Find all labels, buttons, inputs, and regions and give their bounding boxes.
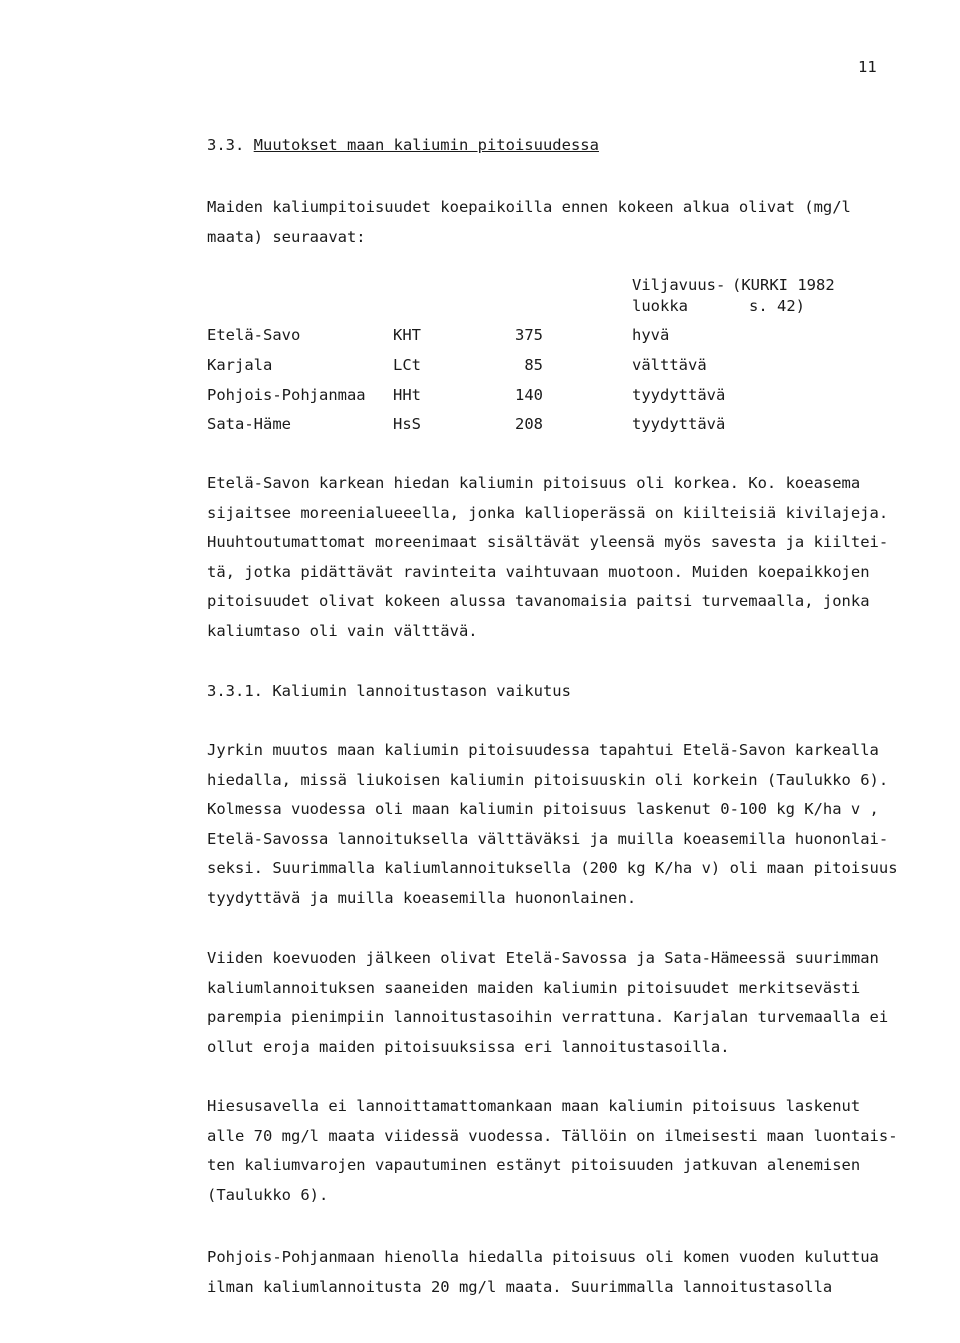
text-line: Hiesusavella ei lannoittamattomankaan maan kaliumin pitoisuus laskenut — [207, 1097, 861, 1115]
row-soil: HHt — [393, 386, 421, 404]
text-line: pitoisuudet olivat kokeen alussa tavanomaisia paitsi turvemaalla, jonka — [207, 592, 870, 611]
text-line: Kolmessa vuodessa oli maan kaliumin pitoisuus laskenut 0-100 kg K/ha v , — [207, 800, 879, 819]
row-region: Etelä-Savo — [207, 326, 301, 344]
intro-line: Maiden kaliumpitoisuudet koepaikoilla ennen kokeen alkua olivat (mg/l — [207, 198, 851, 216]
paragraph-2 — [207, 740, 927, 918]
text-line: ilman kaliumlannoitusta 20 mg/l maata. Suurimmalla lannoitustasolla — [207, 1277, 833, 1296]
row-class: tyydyttävä — [632, 415, 726, 433]
paragraph-3 — [207, 948, 927, 1066]
text-line: kaliumtaso oli vain välttävä. — [207, 621, 478, 640]
row-class: tyydyttävä — [632, 386, 726, 404]
text-line: tä, jotka pidättävät ravinteita vaihtuvaan muotoon. Muiden koepaikkojen — [207, 562, 870, 581]
text-line: tyydyttävä ja muilla koeasemilla huononlainen. — [207, 888, 637, 907]
table-header-fertility-class: Viljavuus- — [632, 276, 726, 294]
text-line: ten kaliumvarojen vapautuminen estänyt pitoisuuden jatkuvan alenemisen — [207, 1156, 861, 1175]
text-line: kaliumlannoituksen saaneiden maiden kaliumin pitoisuudet merkitsevästi — [207, 978, 861, 997]
row-value: 375 — [515, 326, 543, 344]
section-heading — [207, 135, 599, 155]
text-line: Viiden koevuoden jälkeen olivat Etelä-Savossa ja Sata-Hämeessä suurimman — [207, 949, 879, 967]
row-class: hyvä — [632, 326, 670, 344]
row-region: Karjala — [207, 356, 273, 374]
page-number: 11 — [858, 58, 877, 76]
subsection-number: 3.3.1. — [207, 682, 263, 700]
paragraph-5 — [207, 1247, 927, 1306]
text-line: sijaitsee moreenialueeella, jonka kallioperässä on kiilteisiä kivilajeja. — [207, 503, 889, 522]
text-line: Etelä-Savon karkean hiedan kaliumin pitoisuus oli korkea. Ko. koeasema — [207, 474, 861, 492]
text-line: hiedalla, missä liukoisen kaliumin pitoisuuskin oli korkein (Taulukko 6). — [207, 770, 889, 789]
row-class: välttävä — [632, 356, 707, 374]
text-line: ollut eroja maiden pitoisuuksissa eri lannoitustasoilla. — [207, 1037, 730, 1056]
paragraph-1 — [207, 473, 927, 651]
text-line: Huuhtoutumattomat moreenimaat sisältävät yleensä myös savesta ja kiiltei- — [207, 533, 889, 552]
row-value: 208 — [515, 415, 543, 433]
text-line: (Taulukko 6). — [207, 1185, 329, 1204]
section-title: Muutokset maan kaliumin pitoisuudessa — [253, 136, 599, 154]
table-header-fertility-class-2: luokka — [632, 297, 688, 315]
subsection-title: Kaliumin lannoitustason vaikutus — [272, 682, 571, 700]
intro-paragraph — [207, 197, 927, 256]
subsection-heading — [207, 681, 571, 701]
table-header-reference-2: s. 42) — [749, 297, 805, 315]
row-region: Pohjois-Pohjanmaa — [207, 386, 366, 404]
text-line: Pohjois-Pohjanmaan hienolla hiedalla pitoisuus oli komen vuoden kuluttua — [207, 1248, 879, 1266]
row-soil: LCt — [393, 356, 421, 374]
text-line: parempia pienimpiin lannoitustasoihin verrattuna. Karjalan turvemaalla ei — [207, 1008, 889, 1027]
text-line: Etelä-Savossa lannoituksella välttäväksi ja muilla koeasemilla huononlai- — [207, 829, 889, 848]
text-line: Jyrkin muutos maan kaliumin pitoisuudessa tapahtui Etelä-Savon karkealla — [207, 741, 879, 759]
row-value: 85 — [524, 356, 543, 374]
row-soil: HsS — [393, 415, 421, 433]
row-soil: KHT — [393, 326, 421, 344]
row-region: Sata-Häme — [207, 415, 291, 433]
paragraph-4 — [207, 1096, 927, 1214]
intro-line: maata) seuraavat: — [207, 227, 366, 246]
text-line: seksi. Suurimmalla kaliumlannoituksella (200 kg K/ha v) oli maan pitoisuus — [207, 859, 898, 878]
text-line: alle 70 mg/l maata viidessä vuodessa. Tällöin on ilmeisesti maan luontais- — [207, 1126, 898, 1145]
row-value: 140 — [515, 386, 543, 404]
table-header-reference: (KURKI 1982 — [732, 276, 835, 294]
section-number: 3.3. — [207, 136, 245, 154]
